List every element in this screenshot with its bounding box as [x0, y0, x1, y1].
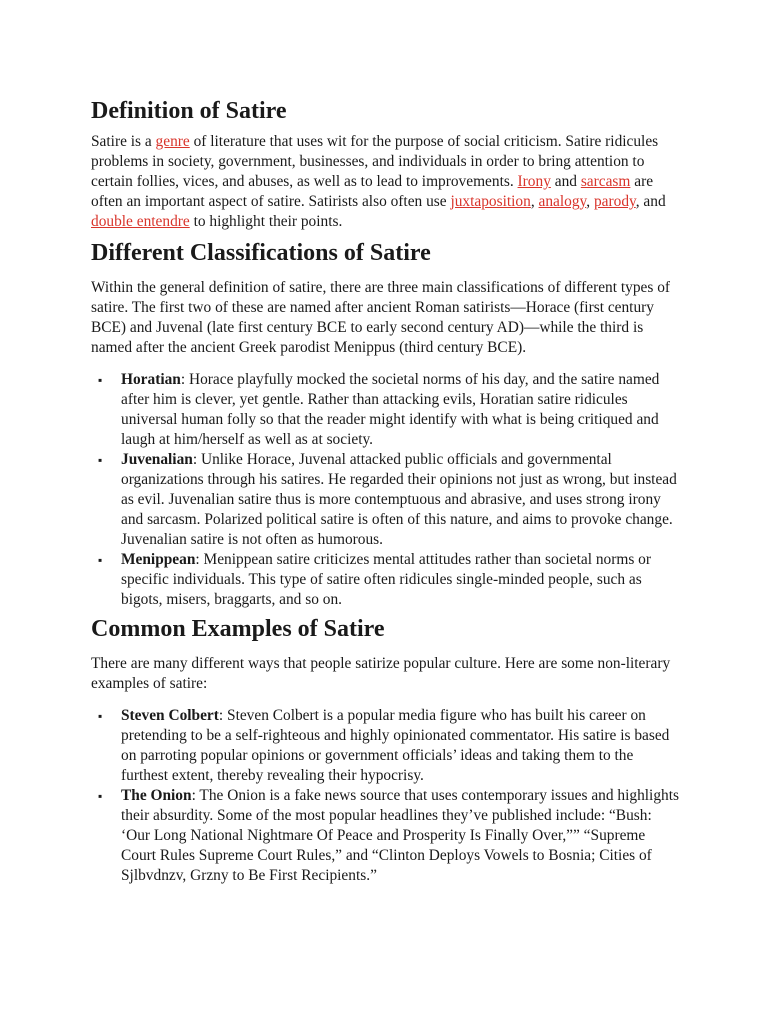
list-item — [91, 550, 681, 610]
text-run: to highlight their points. — [189, 213, 343, 230]
link-juxtaposition[interactable]: juxtaposition — [450, 193, 531, 210]
list-item-text: : Menippean satire criticizes mental attitudes rather than societal norms or specific individuals. This type of satire often ridicules single-minded people, such as bigots, misers, braggarts, and so on. — [121, 551, 651, 608]
section-title-classifications: Different Classifications of Satire — [91, 240, 431, 266]
link-irony[interactable]: Irony — [517, 173, 551, 190]
section-title-definition: Definition of Satire — [91, 98, 287, 124]
link-sarcasm[interactable]: sarcasm — [580, 173, 631, 190]
bullet-icon: ▪ — [98, 709, 103, 723]
bullet-icon: ▪ — [98, 789, 103, 803]
link-genre[interactable]: genre — [155, 133, 190, 150]
text-run: Satire is a — [91, 133, 156, 150]
list-item-term: The Onion — [121, 787, 192, 804]
bullet-icon: ▪ — [98, 553, 103, 567]
document-page — [91, 96, 681, 886]
definition-paragraph — [91, 132, 681, 232]
section-title-examples: Common Examples of Satire — [91, 616, 385, 642]
list-item — [91, 450, 681, 550]
text-run: and — [550, 173, 581, 190]
list-item — [91, 370, 681, 450]
bullet-icon: ▪ — [98, 373, 103, 387]
link-double-entendre[interactable]: double entendre — [91, 213, 190, 230]
list-item-text: : Steven Colbert is a popular media figure who has built his career on pretending to be a self-righteous and highly opinionated commentator. His satire is based on parroting popular opinions or government officials’ ideas and taking them to the furthest extent, thereby revealing their hypocrisy. — [121, 707, 670, 784]
bullet-icon: ▪ — [98, 453, 103, 467]
examples-list — [91, 706, 681, 886]
link-parody[interactable]: parody — [593, 193, 636, 210]
classifications-paragraph: Within the general definition of satire, there are three main classifications of different types of satire. The first two of these are named after ancient Roman satirists—Horace (first century BCE) and Juvenal (late first century BCE to early second century AD)—while the third is named after the ancient Greek parodist Menippus (third century BCE). — [91, 279, 671, 356]
list-item — [91, 786, 681, 886]
text-run: , — [586, 193, 594, 210]
list-item-term: Juvenalian — [121, 451, 193, 468]
list-item-text: : Unlike Horace, Juvenal attacked public officials and governmental organizations through his satires. He regarded their opinions not just as wrong, but instead as evil. Juvenalian satire thus is more contemptuous and abrasive, and uses strong irony and sarcasm. Polarized political satire is often of this nature, and aims to provoke change. Juvenalian satire is not often as humorous. — [121, 451, 677, 548]
list-item — [91, 706, 681, 786]
list-item-term: Steven Colbert — [121, 707, 219, 724]
text-run: , and — [635, 193, 666, 210]
link-analogy[interactable]: analogy — [538, 193, 587, 210]
text-run: , — [530, 193, 539, 210]
list-item-text: : Horace playfully mocked the societal norms of his day, and the satire named after him is clever, yet gentle. Rather than attacking evils, Horatian satire ridicules universal human folly so that the reader might identify with what is being critiqued and laugh at him/herself as well as at society. — [121, 371, 660, 448]
list-item-term: Menippean — [121, 551, 196, 568]
list-item-text: : The Onion is a fake news source that uses contemporary issues and highlights their absurdity. Some of the most popular headlines they’ve published include: “Bush: ‘Our Long National Nightmare Of Peace and Prosperity Is Finally Over,”” “Supreme Court Rules Supreme Court Rules,” and “Clinton Deploys Vowels to Bosnia; Cities of Sjlbvdnzv, Grzny to Be First Recipients.” — [121, 787, 679, 884]
text-run: of literature that uses wit for the purpose of social criticism. Satire ridicules problems in society, government, businesses, and individuals in order to bring attention to certain follies, vices, and abuses, as well as to lead to improvements. — [91, 133, 659, 190]
examples-paragraph: There are many different ways that people satirize popular culture. Here are some non-literary examples of satire: — [91, 655, 671, 692]
list-item-term: Horatian — [121, 371, 181, 388]
classifications-list — [91, 370, 681, 610]
text-run: are often an important aspect of satire. Satirists also often use — [91, 173, 654, 210]
